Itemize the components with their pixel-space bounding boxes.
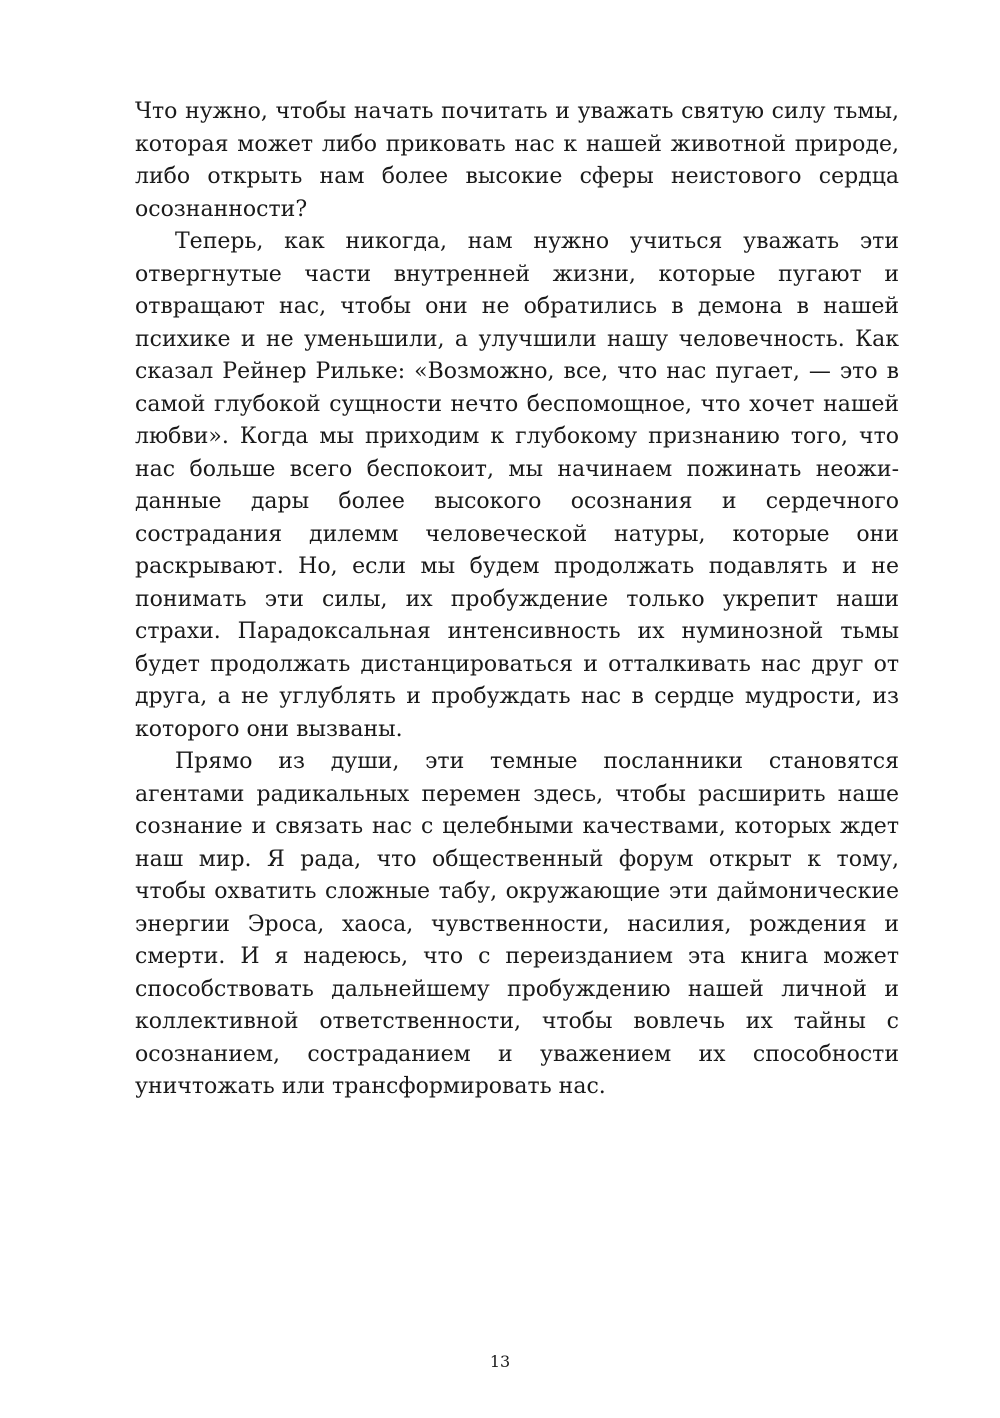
paragraph-3: Прямо из души, эти темные посланники становятся агентами радикальных перемен здесь, чтобы расширить наше сознание и связать нас с целебными качествами, которых ждет наш мир. Я рада, что общественный форум открыт к тому, чтобы охватить сложные табу, окружающие эти даймонические энергии Эроса, хаоса, чувственности, насилия, рождения и смерти. И я надеюсь, что с переизданием эта книга может способствовать дальнейшему пробуждению нашей личной и коллективной ответственности, чтобы вовлечь их тайны с осознанием, состраданием и уважением их способности уничтожать или трансформировать нас.: [135, 749, 899, 1099]
paragraph-2: Теперь, как никогда, нам нужно учиться уважать эти отвергнутые части внутренней жизни, которые пугают и отвращают нас, чтобы они не обратились в демона в нашей психике и не уменьшили, а улучшили нашу человечность. Как сказал Рейнер Рильке: «Возможно, все, что нас пугает, — это в самой глубокой сущности нечто беспомощное, что хочет нашей любви». Когда мы приходим к глубокому признанию того, что нас больше всего беспокоит, мы начинаем пожинать неожиданные дары более высокого осознания и сердечного сострадания дилемм человеческой натуры, которые они раскрывают. Но, если мы будем продолжать подавлять и не понимать эти силы, их пробуждение только укрепит наши страхи. Парадоксальная интенсивность их нуминозной тьмы будет продолжать дистанцироваться и отталкивать нас друг от друга, а не углублять и пробуждать нас в сердце мудрости, из которого они вызваны.: [135, 229, 899, 742]
page-number: 13: [489, 1352, 511, 1371]
body-text: [135, 96, 899, 1104]
paragraph-1: Что нужно, чтобы начать почитать и уважать святую силу тьмы, которая может либо приковать нас к нашей животной природе, либо открыть нам более высокие сферы неистового сердца осознанности?: [135, 99, 899, 222]
